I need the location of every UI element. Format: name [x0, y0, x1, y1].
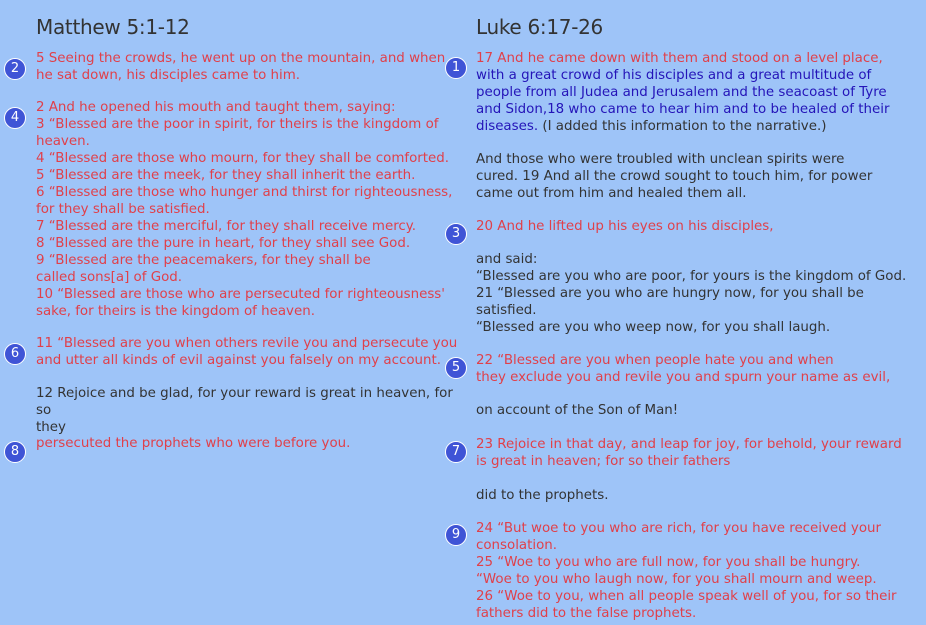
step-badge: 1 — [445, 57, 467, 79]
verse-line: came out from him and healed them all. — [476, 186, 747, 201]
verse-line: heaven. — [36, 134, 90, 149]
editor-note: (I added this information to the narrative.) — [538, 119, 827, 134]
verse-line: 8 “Blessed are the pure in heart, for they shall see God. — [36, 236, 411, 251]
verse-line: 22 “Blessed are you when people hate you and when — [476, 353, 834, 368]
verse-line: satisfied. — [476, 303, 537, 318]
verse-line: 17 And he came down with them and stood on a level place, — [476, 51, 883, 66]
step-badge: 2 — [4, 58, 26, 80]
passage-block-5 — [476, 352, 922, 386]
verse-line: he sat down, his disciples came to him. — [36, 68, 301, 83]
passage-block-9 — [476, 520, 922, 622]
verse-line: cured. 19 And all the crowd sought to touch him, for power — [476, 169, 873, 184]
passage-block-3 — [476, 218, 922, 235]
verse-line: 7 “Blessed are the merciful, for they shall receive mercy. — [36, 219, 417, 234]
passage-block-6 — [476, 402, 922, 419]
verse-line: And those who were troubled with unclean spirits were — [476, 152, 845, 167]
verse-line: “Woe to you who laugh now, for you shall mourn and weep. — [476, 572, 877, 587]
verse-line: fathers did to the false prophets. — [476, 606, 697, 621]
verse-line: 3 “Blessed are the poor in spirit, for theirs is the kingdom of — [36, 117, 439, 132]
passage-block-4 — [36, 385, 459, 436]
verse-line: on account of the Son of Man! — [476, 403, 679, 418]
passage-block-5 — [36, 435, 459, 452]
passage-block-2 — [36, 99, 459, 320]
step-badge: 6 — [4, 343, 26, 365]
passage-block-7 — [476, 436, 922, 470]
verse-line: 10 “Blessed are those who are persecuted for righteousness' — [36, 287, 445, 302]
verse-line: 9 “Blessed are the peacemakers, for they shall be — [36, 253, 371, 268]
verse-line: 4 “Blessed are those who mourn, for they shall be comforted. — [36, 151, 450, 166]
passage-block-1 — [476, 50, 922, 135]
verse-line: is great in heaven; for so their fathers — [476, 454, 731, 469]
step-badge: 4 — [4, 107, 26, 129]
verse-line: 25 “Woe to you who are full now, for you shall be hungry. — [476, 555, 861, 570]
verse-line: they exclude you and revile you and spurn your name as evil, — [476, 370, 891, 385]
luke-title: Luke 6:17-26 — [476, 15, 603, 39]
verse-line: 6 “Blessed are those who hunger and thirst for righteousness, — [36, 185, 453, 200]
passage-block-4 — [476, 251, 922, 336]
verse-line: people from all Judea and Jerusalem and the seacoast of Tyre — [476, 85, 887, 100]
verse-line: did to the prophets. — [476, 488, 609, 503]
verse-line: and utter all kinds of evil against you falsely on my account. — [36, 353, 442, 368]
step-badge: 7 — [445, 441, 467, 463]
step-badge: 5 — [445, 357, 467, 379]
verse-line: and said: — [476, 252, 538, 267]
passage-block-1 — [36, 50, 459, 84]
verse-line: 11 “Blessed are you when others revile you and persecute you — [36, 336, 458, 351]
passage-block-2 — [476, 151, 922, 202]
verse-line: called sons[a] of God. — [36, 270, 183, 285]
matthew-title: Matthew 5:1-12 — [36, 15, 190, 39]
verse-line: 21 “Blessed are you who are hungry now, for you shall be — [476, 286, 864, 301]
verse-line: 5 “Blessed are the meek, for they shall inherit the earth. — [36, 168, 416, 183]
passage-block-8 — [476, 487, 922, 504]
verse-line: consolation. — [476, 538, 558, 553]
verse-line: and Sidon,18 who came to hear him and to be healed of their — [476, 102, 890, 117]
step-badge: 9 — [445, 524, 467, 546]
verse-line: 12 Rejoice and be glad, for your reward is great in heaven, for so — [36, 386, 453, 418]
verse-line: 24 “But woe to you who are rich, for you have received your — [476, 521, 882, 536]
verse-line: they — [36, 420, 66, 435]
step-badge: 3 — [445, 223, 467, 245]
verse-line: persecuted the prophets who were before you. — [36, 436, 351, 451]
verse-line: “Blessed are you who are poor, for yours is the kingdom of God. — [476, 269, 907, 284]
verse-line: 2 And he opened his mouth and taught them, saying: — [36, 100, 396, 115]
verse-line: 26 “Woe to you, when all people speak well of you, for so their — [476, 589, 897, 604]
verse-line: for they shall be satisfied. — [36, 202, 210, 217]
verse-line: “Blessed are you who weep now, for you shall laugh. — [476, 320, 831, 335]
passage-block-3 — [36, 335, 459, 369]
verse-line: 23 Rejoice in that day, and leap for joy, for behold, your reward — [476, 437, 902, 452]
step-badge: 8 — [4, 441, 26, 463]
verse-line: 5 Seeing the crowds, he went up on the mountain, and when — [36, 51, 446, 66]
verse-line: 20 And he lifted up his eyes on his disciples, — [476, 219, 774, 234]
verse-line: diseases. — [476, 119, 539, 134]
verse-line: sake, for theirs is the kingdom of heaven. — [36, 304, 315, 319]
verse-line: with a great crowd of his disciples and a great multitude of — [476, 68, 872, 83]
